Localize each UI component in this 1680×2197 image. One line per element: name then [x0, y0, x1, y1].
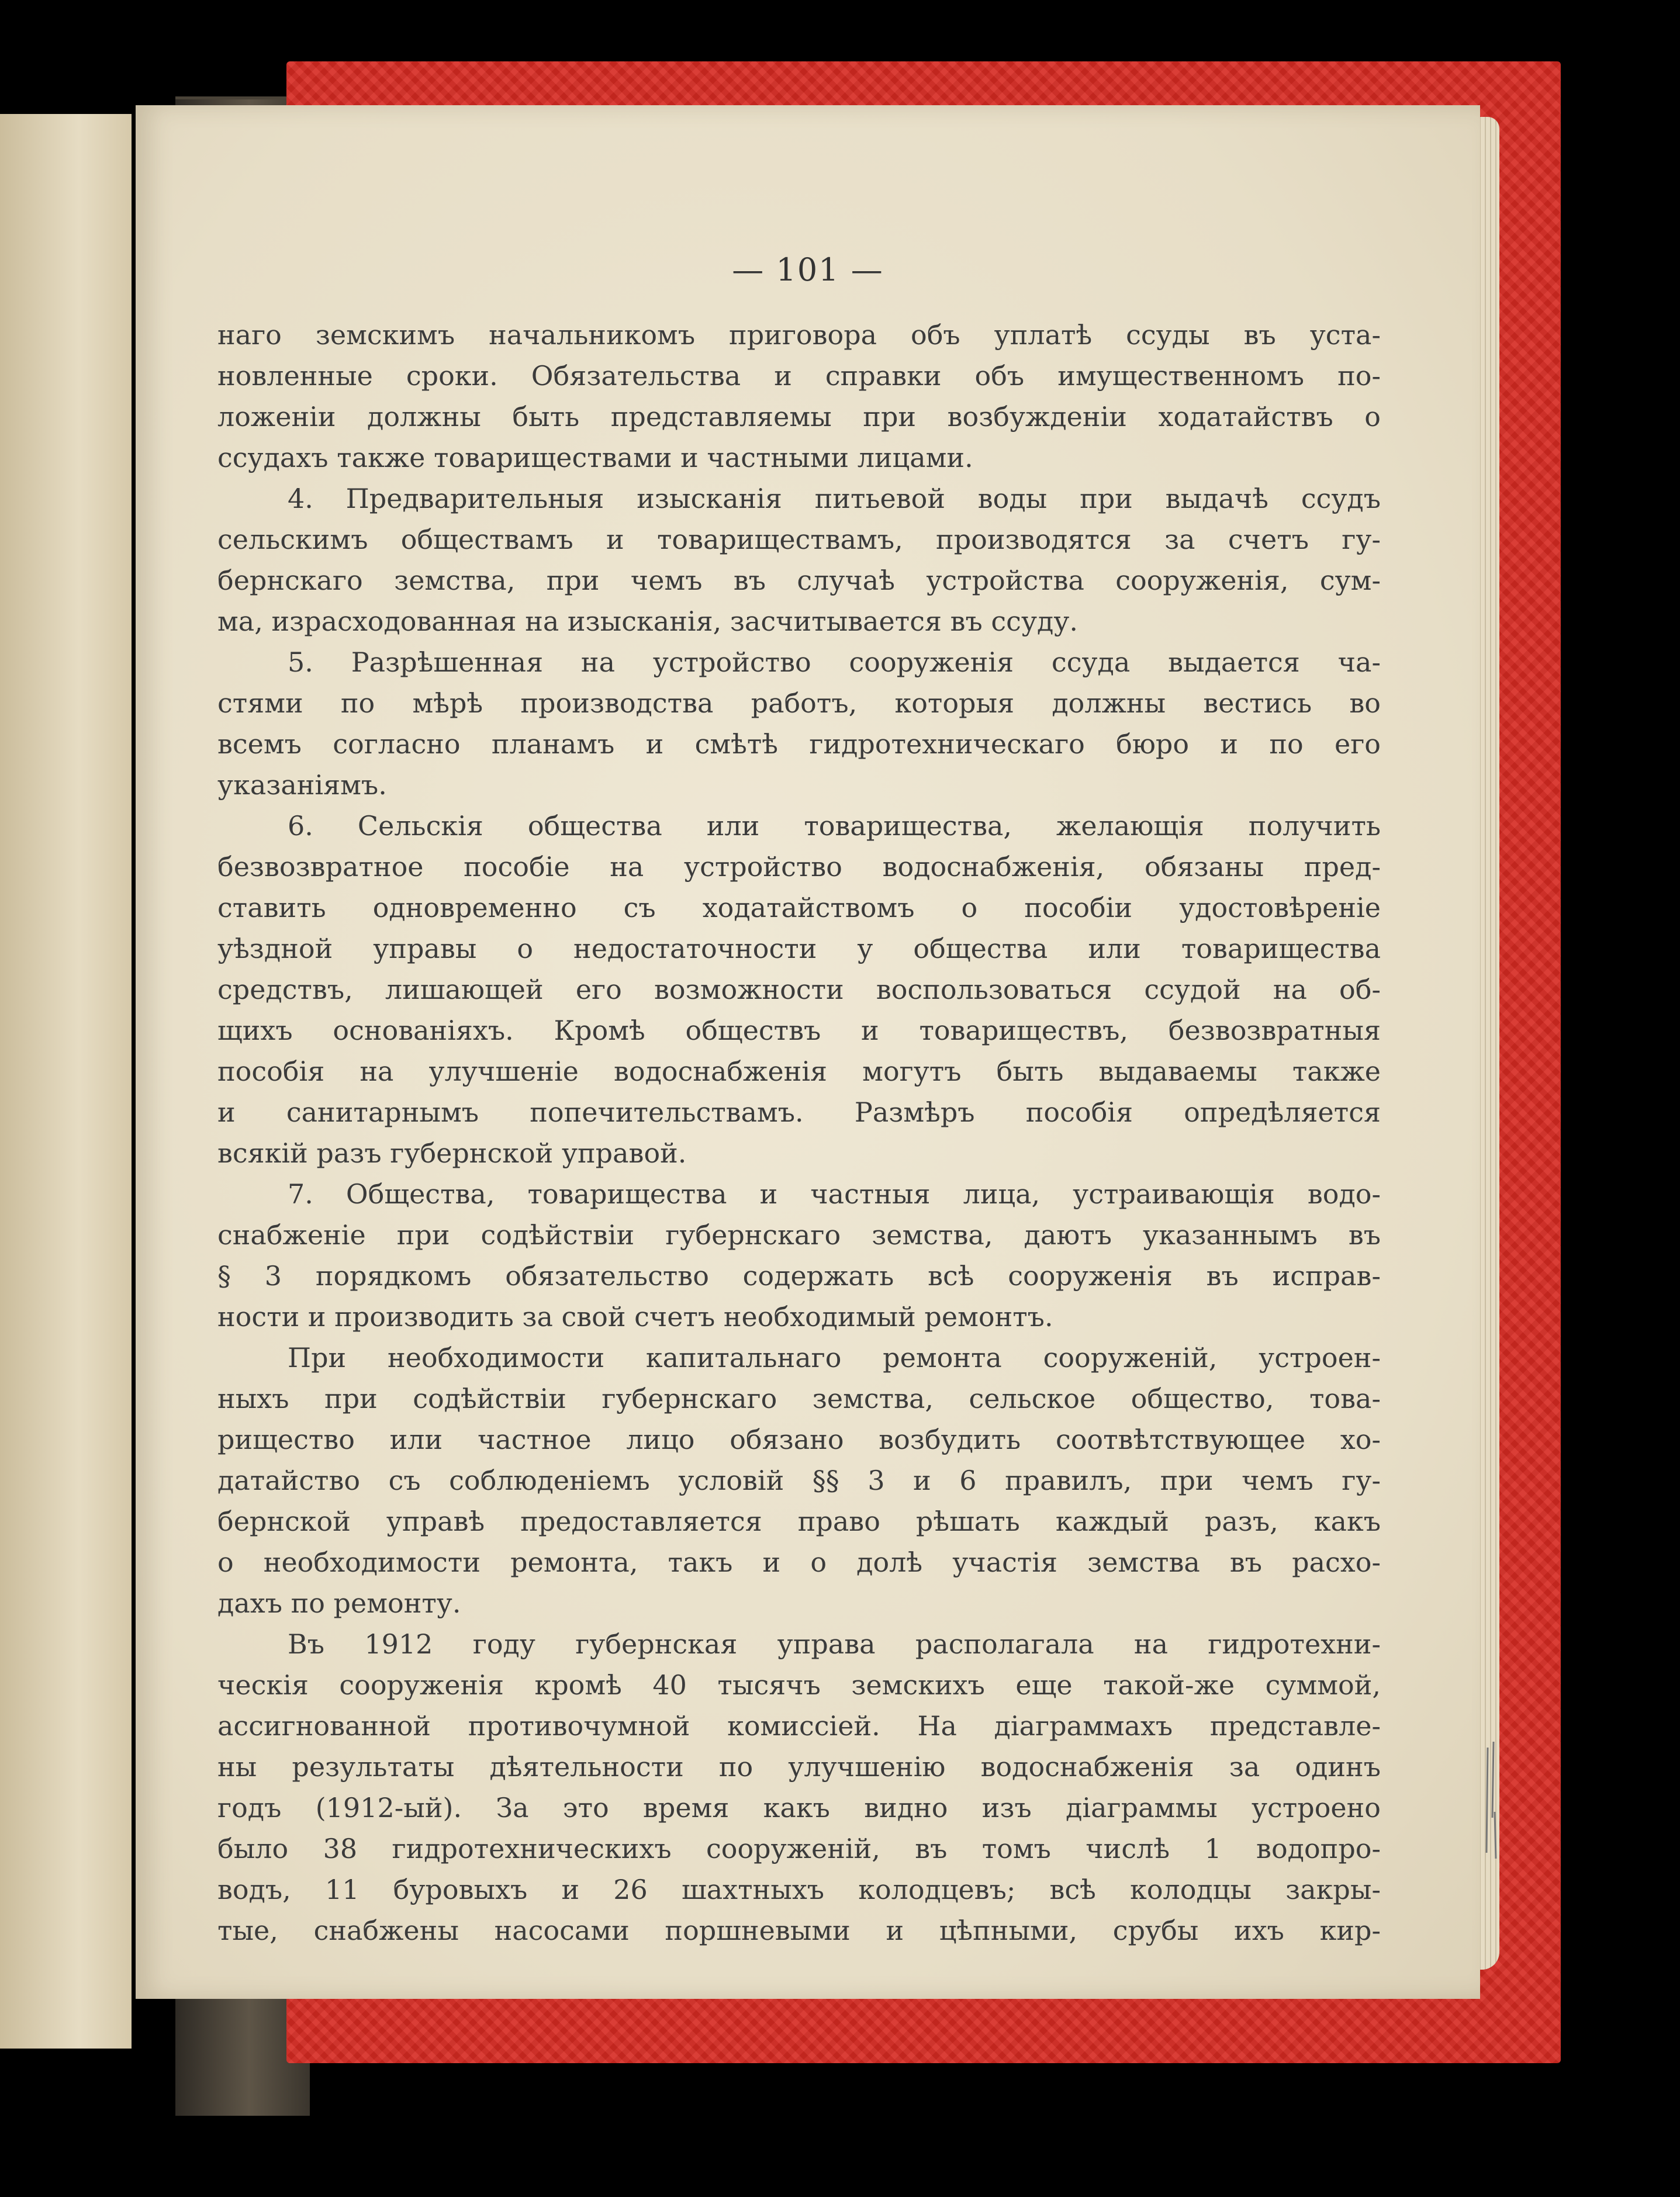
text-line: сельскимъ обществамъ и товариществамъ, производятся за счетъ гу- — [217, 524, 1381, 555]
text-line: уѣздной управы о недостаточности у общества или товарищества — [217, 933, 1381, 964]
pencil-margin-mark — [1483, 1742, 1501, 1859]
text-line: щихъ основанiяхъ. Кромѣ обществъ и товариществъ, безвозвратныя — [217, 1015, 1381, 1046]
text-line: дахъ по ремонту. — [217, 1587, 461, 1619]
text-line: ческiя сооруженiя кромѣ 40 тысячъ земскихъ еще такой-же суммой, — [217, 1669, 1381, 1701]
facing-page-edge — [0, 114, 132, 2049]
page-text — [217, 314, 1381, 1951]
text-line: датайство съ соблюденiемъ условiй §§ 3 и 6 правилъ, при чемъ гу- — [217, 1465, 1381, 1496]
text-line: и санитарнымъ попечительствамъ. Размѣръ пособiя опредѣляется — [217, 1096, 1381, 1128]
text-line: безвозвратное пособiе на устройство водоснабженiя, обязаны пред- — [217, 851, 1381, 883]
text-line: ложенiи должны быть представляемы при возбужденiи ходатайствъ о — [217, 401, 1381, 433]
text-line: бернской управѣ предоставляется право рѣшать каждый разъ, какъ — [217, 1506, 1381, 1537]
text-line: § 3 порядкомъ обязательство содержать всѣ сооруженiя въ исправ- — [217, 1260, 1381, 1292]
text-line: бернскаго земства, при чемъ въ случаѣ устройства сооруженiя, сум- — [217, 565, 1381, 596]
page-number: — 101 — — [732, 251, 884, 288]
text-line: ставить одновременно съ ходатайствомъ о пособiи удостовѣренiе — [217, 892, 1381, 923]
text-line: всемъ согласно планамъ и смѣтѣ гидротехническаго бюро и по его — [217, 728, 1381, 760]
text-line: рищество или частное лицо обязано возбудить соотвѣтствующее хо- — [217, 1424, 1381, 1455]
text-line: новленные сроки. Обязательства и справки объ имущественномъ по- — [217, 360, 1381, 392]
text-line: 6. Сельскiя общества или товарищества, желающiя получить — [288, 810, 1381, 842]
book-page — [136, 105, 1480, 1999]
text-line: Въ 1912 году губернская управа располагала на гидротехни- — [288, 1628, 1381, 1660]
text-line: 7. Общества, товарищества и частныя лица, устраивающiя водо- — [288, 1178, 1381, 1210]
text-line: наго земскимъ начальникомъ приговора объ уплатѣ ссуды въ уста- — [217, 319, 1381, 351]
text-line: ныхъ при содѣйствiи губернскаго земства, сельское общество, това- — [217, 1383, 1381, 1414]
text-line: годъ (1912-ый). За это время какъ видно изъ дiаграммы устроено — [217, 1792, 1381, 1824]
text-line: ссудахъ также товариществами и частными лицами. — [217, 442, 973, 473]
text-line: средствъ, лишающей его возможности воспользоваться ссудой на об- — [217, 974, 1381, 1005]
text-line: ны результаты дѣятельности по улучшенiю водоснабженiя за одинъ — [217, 1751, 1381, 1783]
text-line: При необходимости капитальнаго ремонта сооруженiй, устроен- — [288, 1342, 1381, 1373]
text-line: 5. Разрѣшенная на устройство сооруженiя ссуда выдается ча- — [288, 646, 1381, 678]
text-line: о необходимости ремонта, такъ и о долѣ участiя земства въ расхо- — [217, 1546, 1381, 1578]
text-line: указанiямъ. — [217, 769, 387, 801]
text-line: водъ, 11 буровыхъ и 26 шахтныхъ колодцевъ; всѣ колодцы закры- — [217, 1874, 1381, 1905]
text-line: пособiя на улучшенiе водоснабженiя могутъ быть выдаваемы также — [217, 1056, 1381, 1087]
text-line: ассигнованной противочумной комиссiей. На дiаграммахъ представле- — [217, 1710, 1381, 1742]
text-line: 4. Предварительныя изысканiя питьевой воды при выдачѣ ссудъ — [288, 483, 1381, 514]
text-line: снабженiе при содѣйствiи губернскаго земства, даютъ указаннымъ въ — [217, 1219, 1381, 1251]
text-line: ности и производить за свой счетъ необходимый ремонтъ. — [217, 1301, 1053, 1333]
text-line: тые, снабжены насосами поршневыми и цѣпными, срубы ихъ кир- — [217, 1915, 1381, 1946]
text-line: было 38 гидротехническихъ сооруженiй, въ томъ числѣ 1 водопро- — [217, 1833, 1381, 1864]
text-line: стями по мѣрѣ производства работъ, которыя должны вестись во — [217, 687, 1381, 719]
text-line: всякiй разъ губернской управой. — [217, 1137, 687, 1169]
text-line: ма, израсходованная на изысканiя, засчитывается въ ссуду. — [217, 606, 1078, 637]
